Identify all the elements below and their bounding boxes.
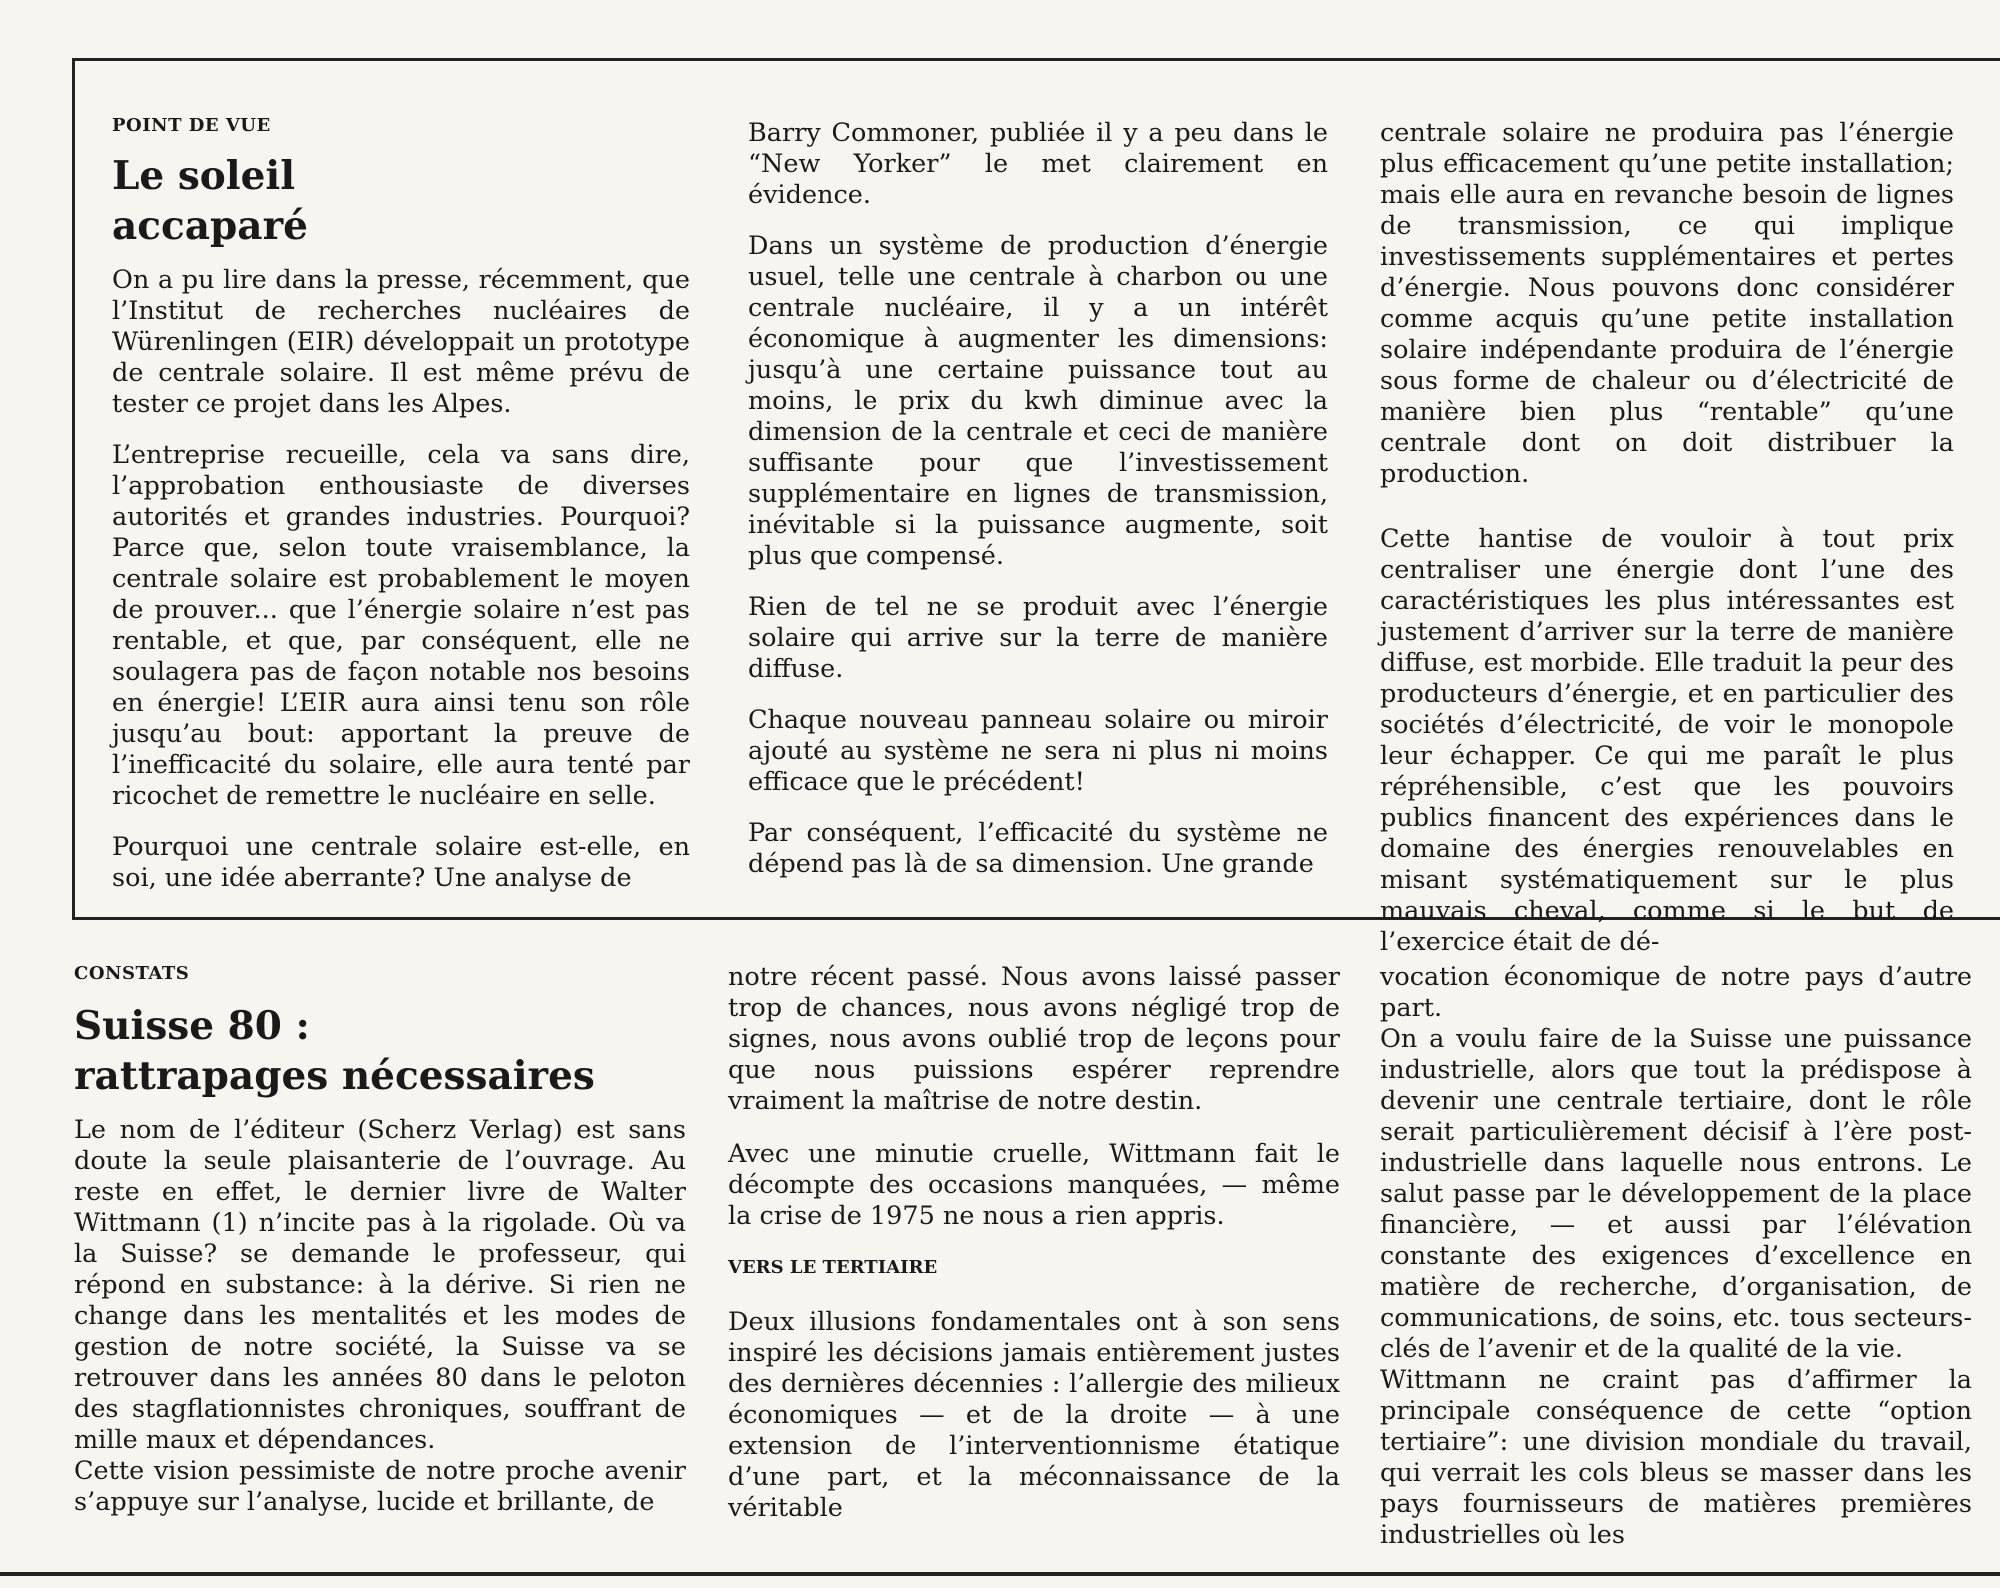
paragraph: centrale solaire ne produira pas l’énergie plus efficacement qu’une petite installation; mais elle aura en revanche besoin de lignes de transmission, ce qui implique investissements supplémentaires et pertes d’énergie. Nous pouvons donc considérer comme acquis qu’une petite installation solaire indépendante produira de l’énergie sous forme de chaleur ou d’électricité de manière bien plus “rentable” qu’une centrale dont on doit distribuer la production. xyxy=(1380,118,1954,489)
paragraph: Wittmann ne craint pas d’affirmer la principale conséquence de cette “option tertiaire”: une division mondiale du travail, qui verrait les cols bleus se masser dans les pays fournisseurs de matières premières industrielles où les xyxy=(1380,1365,1972,1550)
paragraph: vocation économique de notre pays d’autre part. xyxy=(1380,962,1972,1023)
paragraph: Chaque nouveau panneau solaire ou miroir ajouté au système ne sera ni plus ni moins efficace que le précédent! xyxy=(748,705,1328,797)
top-article-col2 xyxy=(748,118,1328,900)
paragraph: Par conséquent, l’efficacité du système ne dépend pas là de sa dimension. Une grande xyxy=(748,818,1328,879)
bottom-article-title xyxy=(74,1001,686,1101)
bottom-article-col2 xyxy=(728,962,1340,1544)
paragraph: Rien de tel ne se produit avec l’énergie solaire qui arrive sur la terre de manière diffuse. xyxy=(748,592,1328,684)
paragraph: On a pu lire dans la presse, récemment, que l’Institut de recherches nucléaires de Würenlingen (EIR) développait un prototype de centrale solaire. Il est même prévu de tester ce projet dans les Alpes. xyxy=(112,265,690,419)
paragraph: On a voulu faire de la Suisse une puissance industrielle, alors que tout la prédispose à devenir une centrale tertiaire, dont le rôle serait particulièrement décisif à l’ère post-industrielle dans laquelle nous entrons. Le salut passe par le développement de la place financière, — et aussi par l’élévation constante des exigences d’excellence en matière de recherche, d’organisation, de communications, de soins, etc. tous secteurs-clés de l’avenir et de la qualité de la vie. xyxy=(1380,1024,1972,1364)
bottom-article-title-line2: rattrapages nécessaires xyxy=(74,1053,595,1099)
paragraph: Deux illusions fondamentales ont à son sens inspiré les décisions jamais entièrement justes des dernières décennies : l’allergie des milieux économiques — et de la droite — à une extension de l’interventionnisme étatique d’une part, et la méconnaissance de la véritable xyxy=(728,1307,1340,1523)
paragraph: notre récent passé. Nous avons laissé passer trop de chances, nous avons négligé trop de signes, nous avons oublié trop de leçons pour que nous puissions espérer reprendre vraiment la maîtrise de notre destin. xyxy=(728,962,1340,1116)
top-article-title-line1: Le soleil xyxy=(112,153,296,199)
top-article-col3 xyxy=(1380,118,1954,978)
bottom-article-col1 xyxy=(74,958,686,1518)
paragraph: Cette hantise de vouloir à tout prix centraliser une énergie dont l’une des caractéristiques les plus intéressantes est justement d’arriver sur la terre de manière diffuse, est morbide. Elle traduit la peur des producteurs d’énergie, et en particulier des sociétés d’électricité, de voir le monopole leur échapper. Ce qui me paraît le plus répréhensible, c’est que les pouvoirs publics financent des expériences dans le domaine des énergies renouvelables en misant systématiquement sur le plus mauvais cheval, comme si le but de l’exercice était de dé- xyxy=(1380,524,1954,957)
paragraph: Cette vision pessimiste de notre proche avenir s’appuye sur l’analyse, lucide et brillante, de xyxy=(74,1456,686,1517)
paragraph: Le nom de l’éditeur (Scherz Verlag) est sans doute la seule plaisanterie de l’ouvrage. Au reste en effet, le dernier livre de Walter Wittmann (1) n’incite pas à la rigolade. Où va la Suisse? se demande le professeur, qui répond en substance: à la dérive. Si rien ne change dans les mentalités et les modes de gestion de notre société, la Suisse va se retrouver dans les années 80 dans le peloton des stagflationnistes chroniques, souffrant de mille maux et dépendances. xyxy=(74,1115,686,1455)
bottom-article-subhead: VERS LE TERTIAIRE xyxy=(728,1257,938,1278)
paragraph: L’entreprise recueille, cela va sans dire, l’approbation enthousiaste de diverses autorités et grandes industries. Pourquoi? Parce que, selon toute vraisemblance, la centrale solaire est probablement le moyen de prouver... que l’énergie solaire n’est pas rentable, et que, par conséquent, elle ne soulagera pas de façon notable nos besoins en énergie! L’EIR aura ainsi tenu son rôle jusqu’au bout: apportant la preuve de l’inefficacité du solaire, elle aura tenté par ricochet de remettre le nucléaire en selle. xyxy=(112,440,690,811)
top-article-title-line2: accaparé xyxy=(112,203,308,249)
top-article-title xyxy=(112,151,690,251)
bottom-article-col3 xyxy=(1380,962,1972,1551)
top-article-kicker: POINT DE VUE xyxy=(112,115,271,136)
bottom-article-kicker: CONSTATS xyxy=(74,963,190,984)
paragraph: Pourquoi une centrale solaire est-elle, en soi, une idée aberrante? Une analyse de xyxy=(112,832,690,893)
top-article-col1 xyxy=(112,110,690,914)
bottom-rule xyxy=(0,1572,2000,1576)
bottom-article-title-line1: Suisse 80 : xyxy=(74,1003,310,1049)
paragraph: Barry Commoner, publiée il y a peu dans le “New Yorker” le met clairement en évidence. xyxy=(748,118,1328,210)
paragraph: Dans un système de production d’énergie usuel, telle une centrale à charbon ou une centrale nucléaire, il y a un intérêt économique à augmenter les dimensions: jusqu’à une certaine puissance tout au moins, le prix du kwh diminue avec la dimension de la centrale et ceci de manière suffisante pour que l’investissement supplémentaire en lignes de transmission, inévitable si la puissance augmente, soit plus que compensé. xyxy=(748,231,1328,571)
paragraph: Avec une minutie cruelle, Wittmann fait le décompte des occasions manquées, — même la crise de 1975 ne nous a rien appris. xyxy=(728,1139,1340,1231)
